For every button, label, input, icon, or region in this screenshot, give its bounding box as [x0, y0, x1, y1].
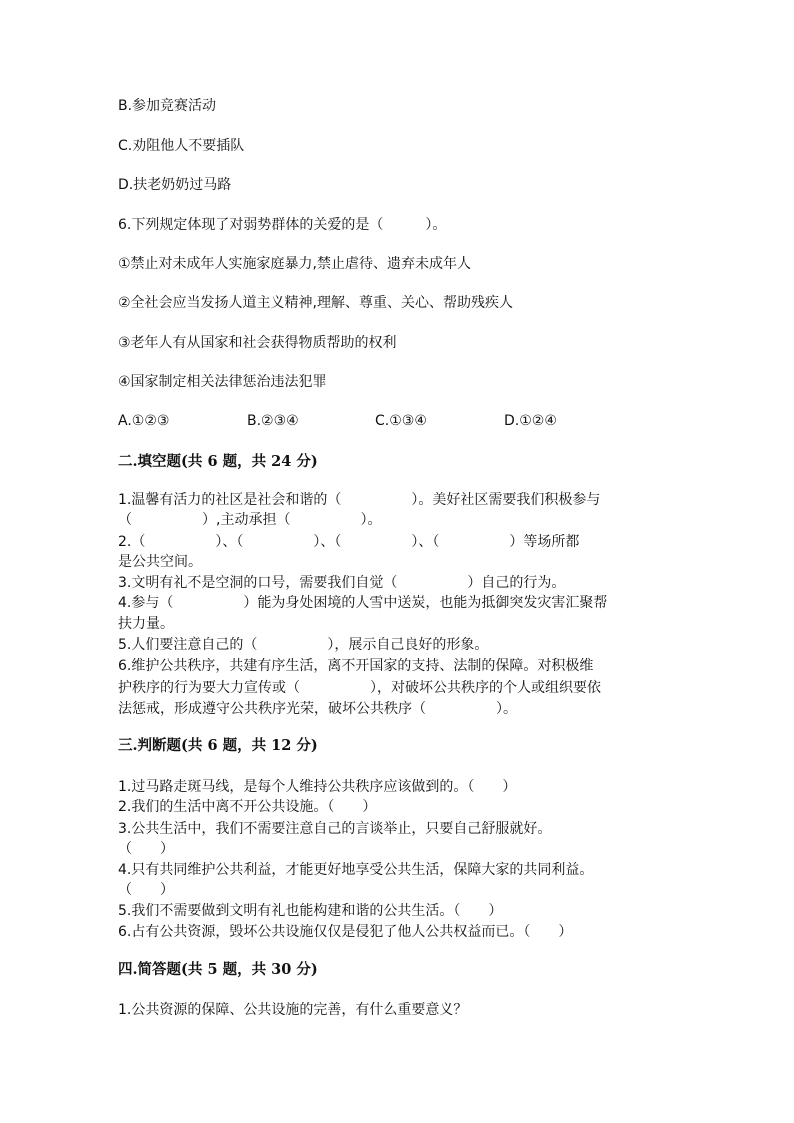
fill-line: 扶力量。: [118, 616, 174, 632]
fill-line: 6.维护公共秩序，共建有序生活，离不开国家的支持、法制的保障。对积极维: [118, 658, 594, 674]
judge-line: （ ）: [118, 841, 174, 857]
judge-line: 4.只有共同维护公共利益，才能更好地享受公共生活，保障大家的共同利益。: [118, 862, 594, 878]
fill-line: 法惩戒，形成遵守公共秩序光荣，破坏公共秩序（ ）。: [118, 701, 517, 717]
section4-heading: 四.简答题(共 5 题，共 30 分): [118, 961, 318, 978]
judge-line: 5.我们不需要做到文明有礼也能构建和谐的公共生活。（ ）: [118, 903, 503, 919]
section2-heading: 二.填空题(共 6 题，共 24 分): [118, 453, 318, 470]
judge-line: 3.公共生活中，我们不需要注意自己的言谈举止，只要自己舒服就好。: [118, 821, 552, 837]
fill-line: 1.温馨有活力的社区是社会和谐的（ ）。美好社区需要我们积极参与: [118, 492, 601, 508]
judge-line: 2.我们的生活中离不开公共设施。（ ）: [118, 799, 377, 815]
fill-line: 2.（ ）、（ ）、（ ）、（ ）等场所都: [118, 534, 580, 550]
q6-statement: ①禁止对未成年人实施家庭暴力,禁止虐待、遗弃未成年人: [118, 256, 471, 272]
q6-statement: ③老年人有从国家和社会获得物质帮助的权利: [118, 335, 397, 351]
q6-statement: ④国家制定相关法律惩治违法犯罪: [118, 374, 327, 390]
q6-option-c: C.①③④: [375, 413, 427, 429]
fill-line: 4.参与（ ）能为身处困境的人雪中送炭，也能为抵御突发灾害汇聚帮: [118, 595, 608, 611]
judge-line: 6.占有公共资源，毁坏公共设施仅仅是侵犯了他人公共权益而已。（ ）: [118, 924, 573, 940]
fill-line: 3.文明有礼不是空洞的口号，需要我们自觉（ ）自己的行为。: [118, 575, 566, 591]
fill-line: （ ）,主动承担（ ）。: [118, 512, 382, 528]
q5-option-b: B.参加竞赛活动: [118, 98, 217, 114]
short-answer-line: 1.公共资源的保障、公共设施的完善，有什么重要意义？: [118, 1002, 468, 1018]
q6-option-b: B.②③④: [247, 413, 299, 429]
fill-line: 是公共空间。: [118, 554, 202, 570]
q6-option-a: A.①②③: [118, 413, 170, 429]
q5-option-d: D.扶老奶奶过马路: [118, 177, 232, 193]
judge-line: 1.过马路走斑马线，是每个人维持公共秩序应该做到的。（ ）: [118, 779, 517, 795]
fill-line: 护秩序的行为要大力宣传或（ ），对破坏公共秩序的个人或组织要依: [118, 680, 601, 696]
q6-stem: 6.下列规定体现了对弱势群体的关爱的是（ ）。: [118, 217, 447, 233]
fill-line: 5.人们要注意自己的（ ），展示自己良好的形象。: [118, 637, 489, 653]
q6-option-d: D.①②④: [504, 413, 557, 429]
section3-heading: 三.判断题(共 6 题，共 12 分): [118, 737, 318, 754]
judge-line: （ ）: [118, 882, 174, 898]
q5-option-c: C.劝阻他人不要插队: [118, 138, 245, 154]
q6-statement: ②全社会应当发扬人道主义精神,理解、尊重、关心、帮助残疾人: [118, 295, 513, 311]
